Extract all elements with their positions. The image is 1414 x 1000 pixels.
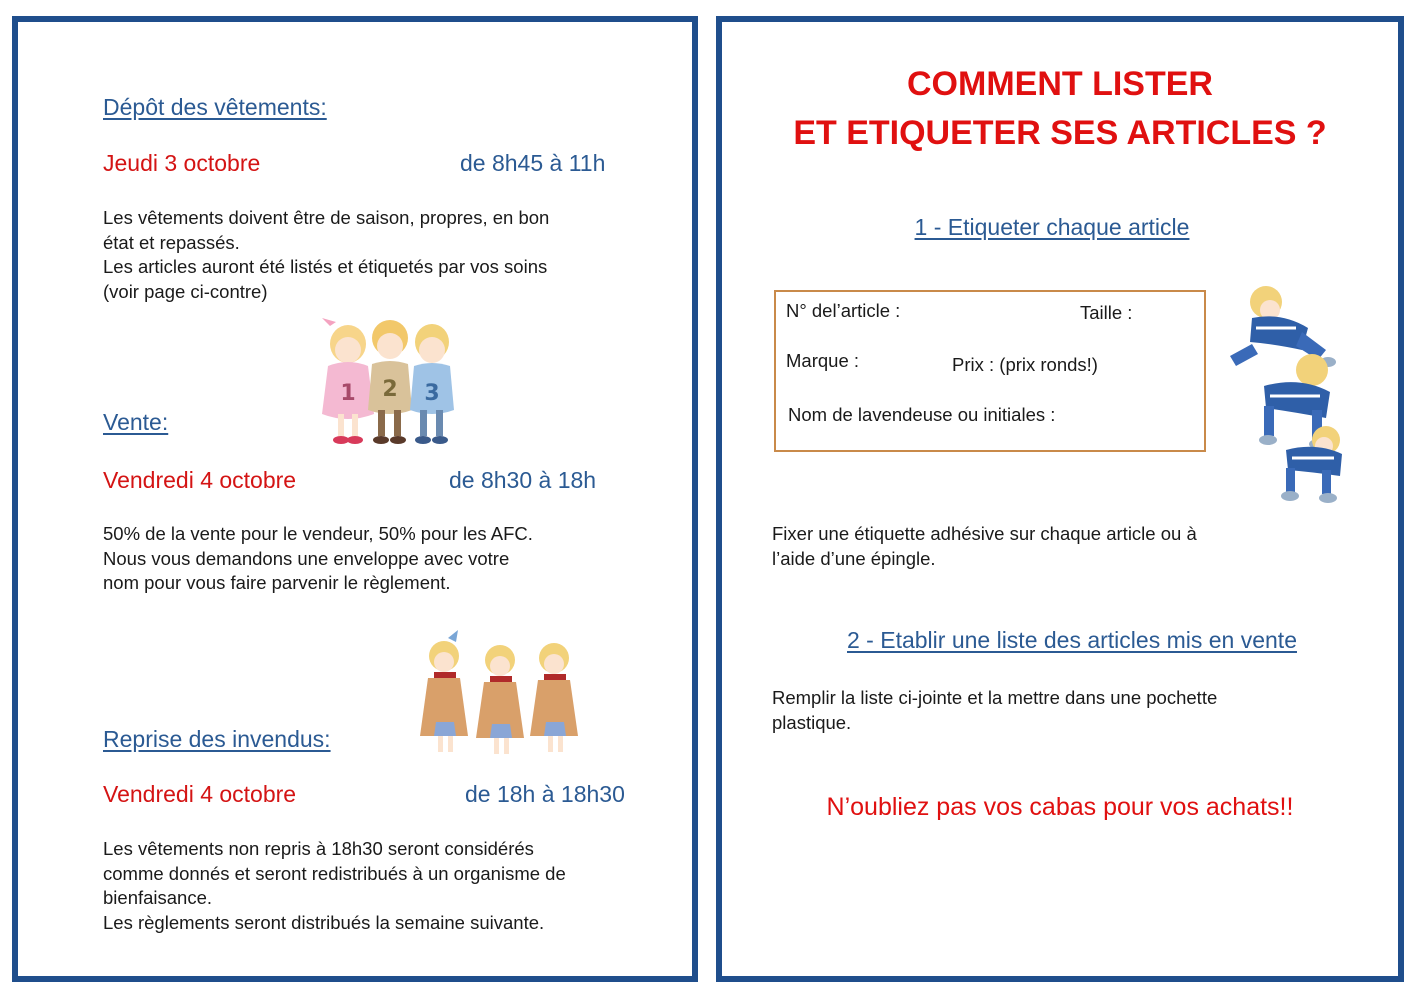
kid-three xyxy=(410,324,454,444)
shopping-bag-reminder: N’oubliez pas vos cabas pour vos achats!! xyxy=(826,793,1294,821)
kids-in-coats-illustration xyxy=(412,626,590,762)
kid-two xyxy=(368,320,412,444)
label-seller-name: Nom de lavendeuse ou initiales : xyxy=(788,404,1056,425)
return-heading: Reprise des invendus: xyxy=(103,726,331,752)
step1-line: l’aide d’une épingle. xyxy=(772,547,936,569)
return-line: Les vêtements non repris à 18h30 seront considérés xyxy=(103,838,534,859)
label-article-number: N° del’article : xyxy=(786,300,901,321)
left-page xyxy=(12,16,698,982)
coat-kid xyxy=(530,643,578,752)
three-kids-illustration xyxy=(308,304,468,452)
step1-line: Fixer une étiquette adhésive sur chaque article ou à xyxy=(772,523,1197,544)
sale-heading: Vente: xyxy=(103,409,169,435)
title-line: ET ETIQUETER SES ARTICLES ? xyxy=(793,114,1327,152)
step2-text xyxy=(772,686,1217,735)
leapfrog-kid xyxy=(1281,426,1342,503)
sale-text xyxy=(103,522,533,596)
sale-line: 50% de la vente pour le vendeur, 50% pour les AFC. xyxy=(103,523,533,544)
kid-number-3: 3 xyxy=(424,381,440,406)
sale-date: Vendredi 4 octobre xyxy=(103,467,297,493)
coat-kid xyxy=(476,645,524,754)
deposit-line: Les articles auront été listés et étiquetés par vos soins xyxy=(103,256,548,277)
leapfrog-kids-illustration xyxy=(1216,272,1392,504)
deposit-heading: Dépôt des vêtements: xyxy=(103,94,327,120)
label-price: Prix : (prix ronds!) xyxy=(952,354,1098,375)
deposit-line: (voir page ci-contre) xyxy=(103,280,268,302)
step2-line: Remplir la liste ci-jointe et la mettre dans une pochette xyxy=(772,687,1218,708)
label-size: Taille : xyxy=(1080,302,1133,323)
deposit-text xyxy=(103,206,549,304)
sale-line: Nous vous demandons une enveloppe avec votre xyxy=(103,547,510,569)
deposit-time: de 8h45 à 11h xyxy=(460,150,606,176)
right-page xyxy=(716,16,1404,982)
step1-text xyxy=(772,522,1197,571)
sale-time: de 8h30 à 18h xyxy=(449,467,597,493)
return-text xyxy=(103,837,566,935)
return-date: Vendredi 4 octobre xyxy=(103,781,297,807)
deposit-line: état et repassés. xyxy=(103,231,240,253)
return-line: Les règlements seront distribués la semaine suivante. xyxy=(103,911,545,933)
leapfrog-kid xyxy=(1230,286,1336,367)
page-title xyxy=(722,60,1398,158)
deposit-line: Les vêtements doivent être de saison, propres, en bon xyxy=(103,207,550,228)
return-line: bienfaisance. xyxy=(103,887,213,908)
step2-heading: 2 - Etablir une liste des articles mis en vente xyxy=(847,627,1297,653)
step1-heading: 1 - Etiqueter chaque article xyxy=(914,214,1190,240)
kid-one xyxy=(322,318,374,444)
coat-kid xyxy=(420,630,468,752)
sale-line: nom pour vous faire parvenir le règlement. xyxy=(103,572,451,593)
kid-number-1: 1 xyxy=(340,381,356,406)
title-line: COMMENT LISTER xyxy=(907,65,1213,103)
return-line: comme donnés et seront redistribués à un organisme de xyxy=(103,862,566,884)
deposit-date: Jeudi 3 octobre xyxy=(103,150,261,176)
return-time: de 18h à 18h30 xyxy=(465,781,625,807)
kid-number-2: 2 xyxy=(382,377,398,402)
step2-line: plastique. xyxy=(772,711,852,733)
sample-label-box xyxy=(774,290,1206,452)
label-brand: Marque : xyxy=(786,350,860,371)
